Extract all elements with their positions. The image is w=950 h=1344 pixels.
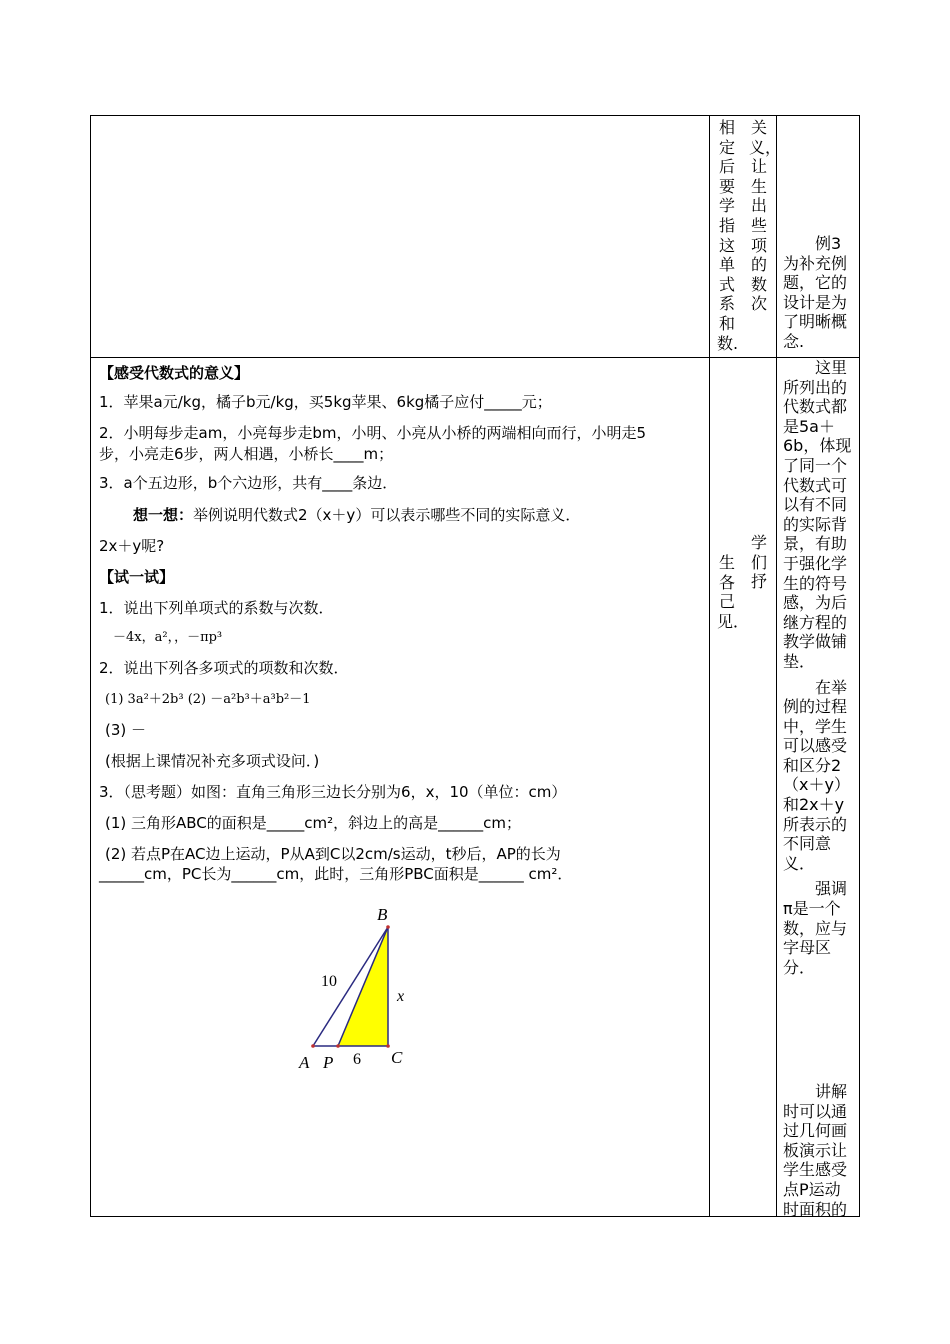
polynomial-list: (1) 3a²＋2b³ (2) －a²b³＋a³b²－1 <box>105 692 311 707</box>
supplement-note: (根据上课情况补充多项式设问．) <box>105 752 320 770</box>
point-b-marker <box>386 925 390 929</box>
label-a: A <box>299 1053 310 1072</box>
note-geometry-sketchpad: 讲解时可以通过几何画板演示让学生感受点P运动时面积的 <box>783 1082 848 1219</box>
label-base-6: 6 <box>353 1051 361 1068</box>
top-activity-col-b: 关义，让生出些项的数次 <box>749 118 782 314</box>
question-1-apples: 1．苹果a元/kg，橘子b元/kg，买5kg苹果、6kg橘子应付_____元； <box>99 393 552 411</box>
top-activity-col-a: 相定后要学指这单式系和数. <box>717 118 739 353</box>
note-example3: 例3为补充例题，它的设计是为了明晰概念. <box>783 234 848 351</box>
note-pi: 强调π是一个数，应与字母区分． <box>783 879 848 977</box>
bottom-activity-col-a: 生各己见． <box>717 553 750 631</box>
question-3-polygons: 3．a个五边形，b个六边形，共有____条边． <box>99 474 398 492</box>
point-p-marker <box>336 1044 340 1048</box>
question-2-line2: 步，小亮走6步，两人相遇，小桥长____m； <box>99 445 394 463</box>
question-2-line1: 2．小明每步走am，小亮每步走bm，小明、小亮从小桥的两端相向而行，小明走5 <box>99 424 647 442</box>
try-question-3-part1: (1) 三角形ABC的面积是_____cm²，斜边上的高是______cm； <box>105 814 522 832</box>
try-question-3-part2a: (2) 若点P在AC边上运动，P从A到C以2cm/s运动，t秒后，AP的长为 <box>105 845 561 863</box>
label-x: x <box>397 988 405 1005</box>
polynomial-item-3: (3) － <box>105 721 147 739</box>
bottom-activity-col-b: 学们抒 <box>750 533 767 592</box>
triangle-figure <box>291 896 431 1076</box>
label-b: B <box>377 905 388 924</box>
think-prompt <box>133 504 580 525</box>
label-hypotenuse-10: 10 <box>321 973 337 990</box>
bottom-design-notes <box>783 358 855 1219</box>
lesson-table <box>90 115 860 1217</box>
think-text: 举例说明代数式2（x＋y）可以表示哪些不同的实际意义． <box>193 506 581 524</box>
try-question-3: 3．（思考题）如图：直角三角形三边长分别为6，x，10（单位：cm） <box>99 783 567 801</box>
column-divider-2 <box>776 116 777 1216</box>
try-question-1: 1．说出下列单项式的系数与次数． <box>99 599 334 617</box>
section-heading-meaning: 【感受代数式的意义】 <box>99 364 250 382</box>
column-divider-1 <box>709 116 710 1216</box>
think-label: 想一想： <box>133 506 194 524</box>
note-same-expression: 这里所列出的代数式都是5a＋6b，体现了同一个代数式可以有不同的实际背景，有助于强化学生的符号感，为后继方程的教学做铺垫． <box>783 358 852 671</box>
label-p: P <box>323 1053 334 1072</box>
label-c: C <box>391 1048 403 1067</box>
think-follow-up: 2x＋y呢? <box>99 537 165 555</box>
note-distinguish: 在举例的过程中，学生可以感受和区分2（x＋y）和2x＋y所表示的不同意义． <box>783 677 850 873</box>
row-divider <box>91 357 859 358</box>
point-a-marker <box>311 1044 315 1048</box>
point-c-marker <box>386 1044 390 1048</box>
question-2-bridge <box>99 422 709 464</box>
monomial-list: －4x，a²，，－πp³ <box>113 630 223 645</box>
section-heading-try: 【试一试】 <box>99 568 175 586</box>
try-question-2: 2．说出下列各多项式的项数和次数． <box>99 659 349 677</box>
top-design-note <box>783 234 855 352</box>
try-question-3-part2b: ______cm，PC长为______cm，此时，三角形PBC面积是______ cm²． <box>99 865 573 883</box>
